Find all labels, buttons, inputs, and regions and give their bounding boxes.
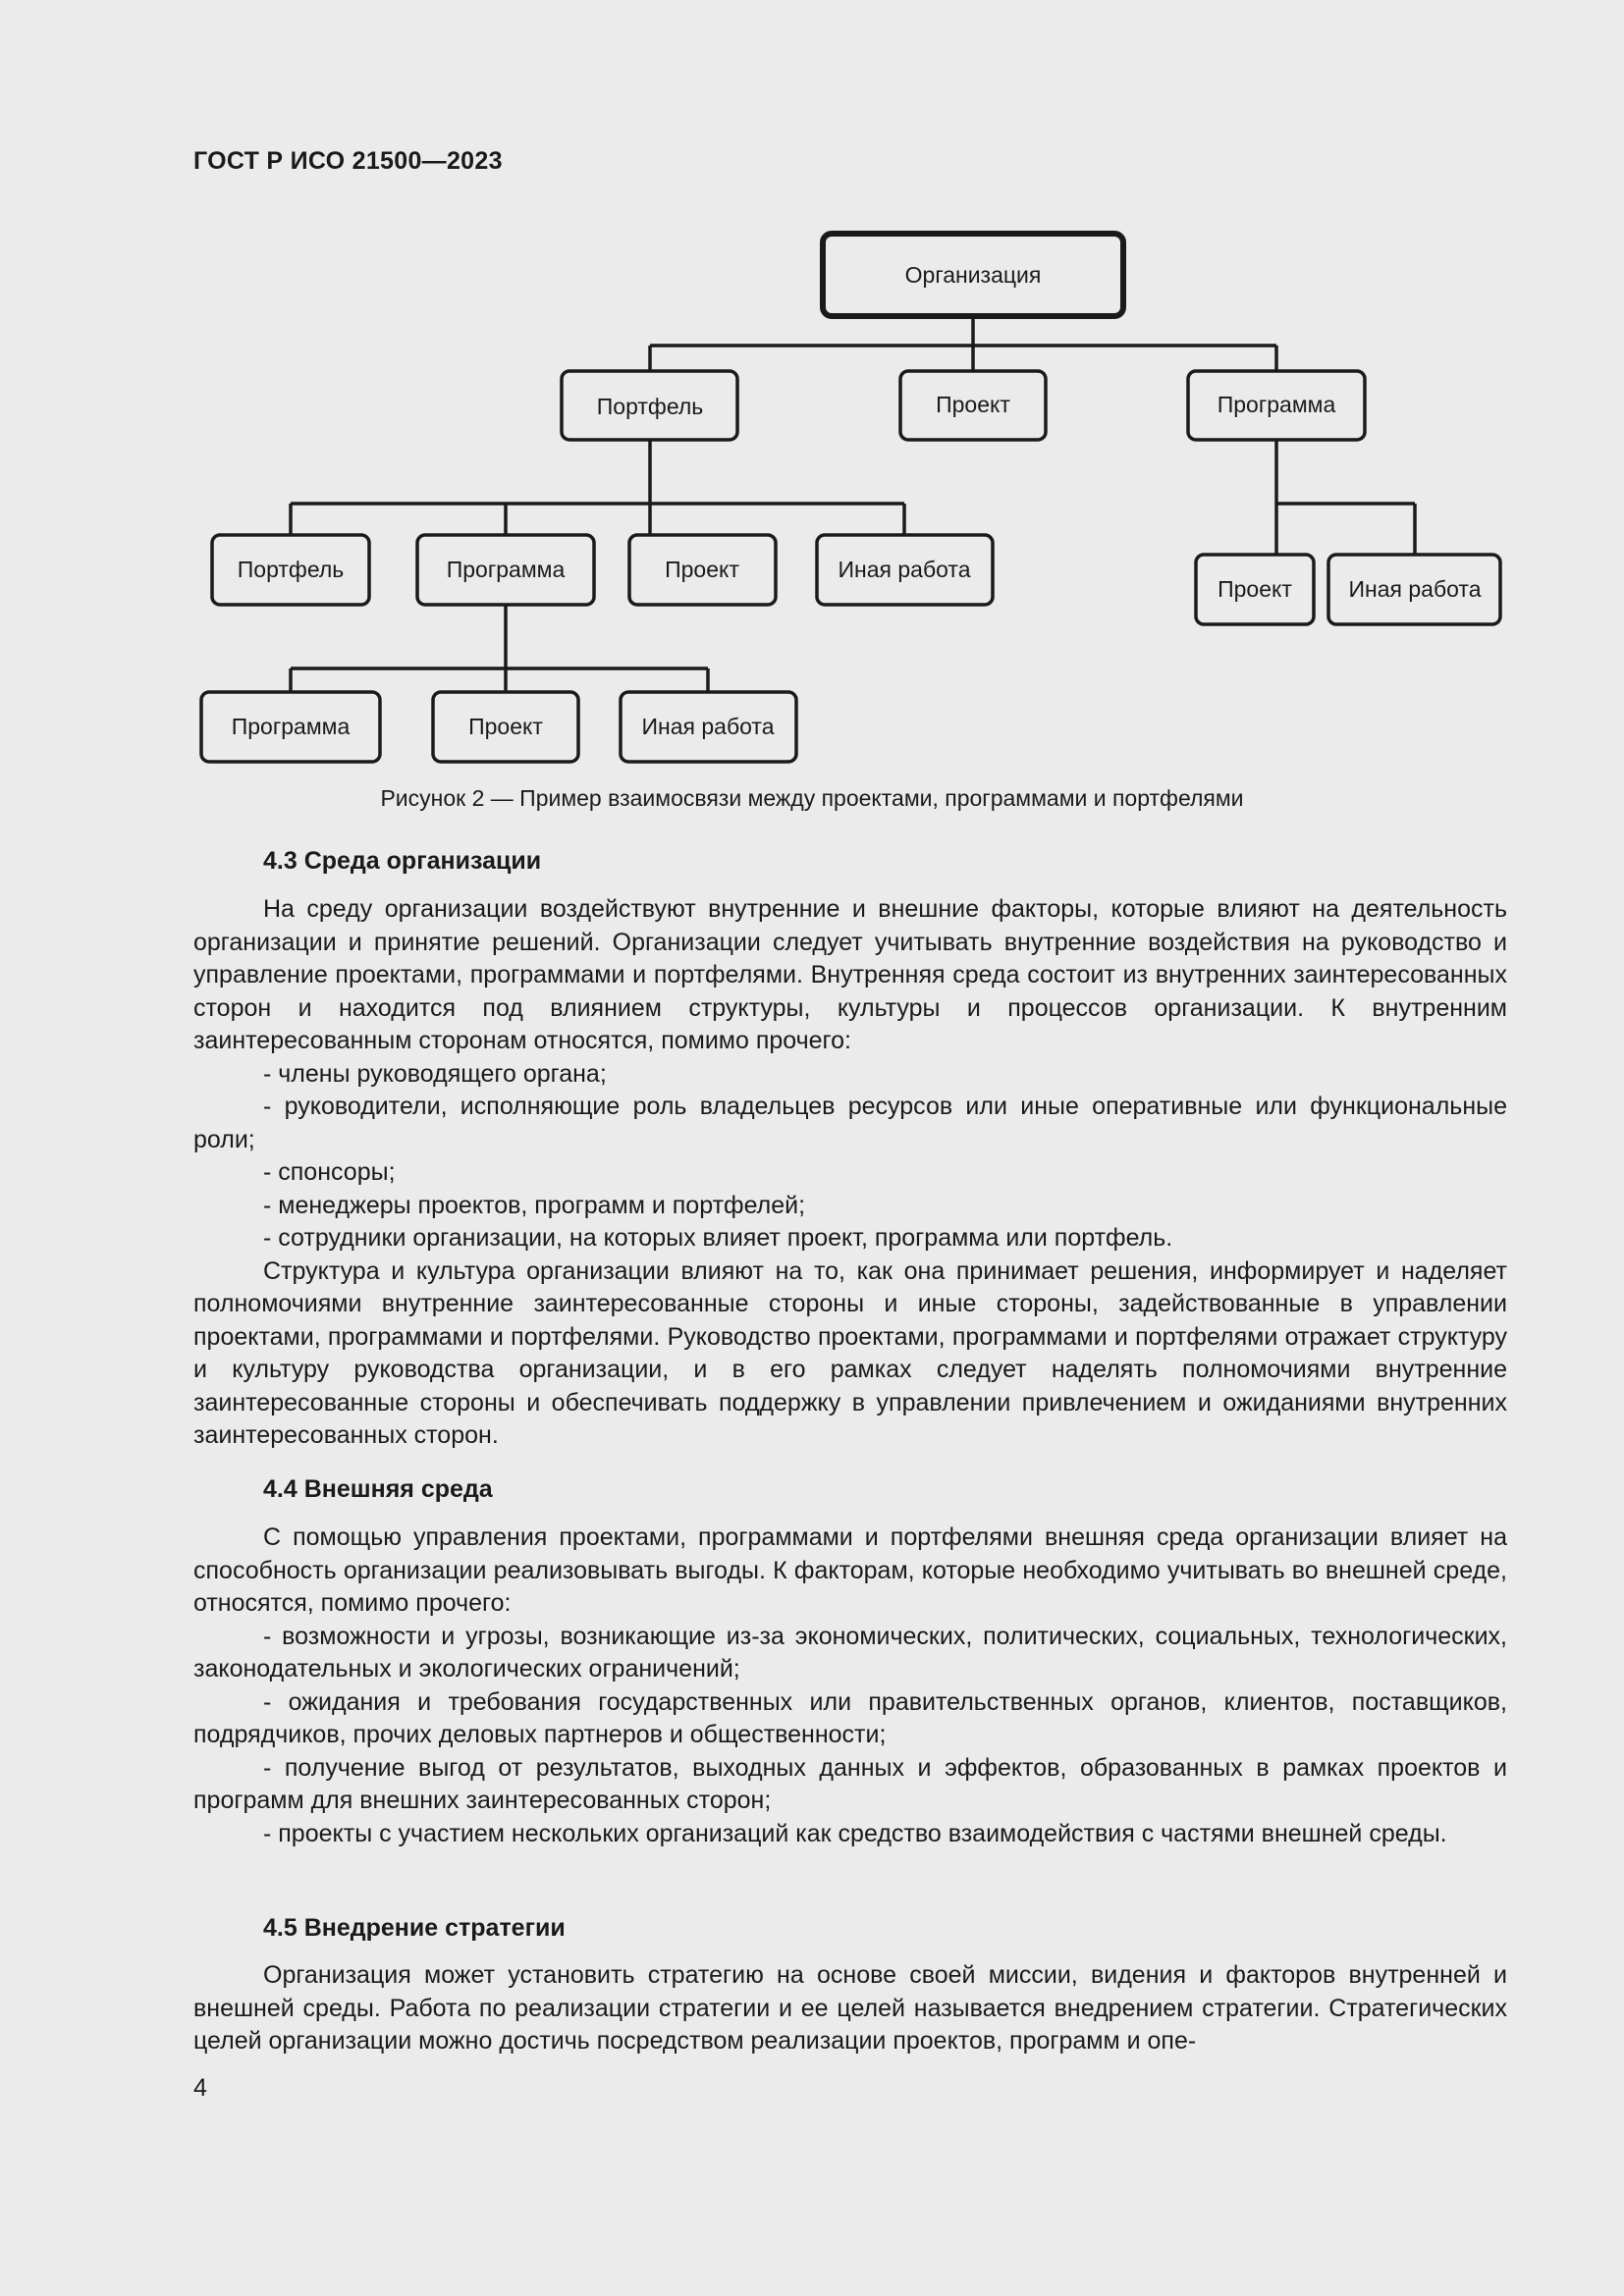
section-body-4-5 [193, 1959, 1507, 2058]
paragraph: Структура и культура организации влияют на то, как она принимает решения, информирует и наделяет полномочиями внутренние заинтересованные стороны и иные стороны, задействованные в управлении проектами, программами и портфелями. Руководство проектами, программами и портфелями отражает структуру и культуру руководства организации, и в его рамках следует наделять полномочиями внутренние заинтересованные стороны и обеспечивать поддержку в управлении привлечением и ожиданиями внутренних заинтересованных сторон. [193, 1256, 1507, 1449]
node-l3-program: Программа [231, 714, 351, 739]
section-title-4-3: 4.3 Среда организации [263, 847, 542, 875]
list-item: - менеджеры проектов, программ и портфелей; [263, 1191, 806, 1219]
node-r2-project: Проект [1218, 576, 1292, 602]
node-l2-portfolio: Портфель [237, 557, 345, 582]
list-item: - сотрудники организации, на которых влияет проект, программа или портфель. [263, 1224, 1173, 1252]
list-item: - члены руководящего органа; [263, 1059, 607, 1088]
node-l1-program: Программа [1217, 392, 1336, 417]
figure-caption: Рисунок 2 — Пример взаимосвязи между проектами, программами и портфелями [380, 785, 1244, 811]
node-l2-other: Иная работа [838, 557, 971, 582]
section-title-4-4: 4.4 Внешняя среда [263, 1475, 493, 1503]
list-item: - возможности и угрозы, возникающие из-за экономических, политических, социальных, технологических, законодательных и экологических ограничений; [193, 1622, 1507, 1682]
paragraph: С помощью управления проектами, программами и портфелями внешняя среда организации влияет на способность организации реализовывать выгоды. К факторам, которые необходимо учитывать во внешней среде, относятся, помимо прочего: [193, 1523, 1507, 1617]
node-l2-project: Проект [665, 557, 739, 582]
list-item: - руководители, исполняющие роль владельцев ресурсов или иные оперативные или функциональные роли; [193, 1093, 1507, 1153]
paragraph: Организация может установить стратегию на основе своей миссии, видения и факторов внутренней и внешней среды. Работа по реализации стратегии и ее целей называется внедрением стратегии. Стратегических целей организации можно достичь посредством реализации проектов, программ и опе- [193, 1961, 1507, 2055]
node-l2-program: Программа [446, 557, 566, 582]
org-diagram [0, 0, 1624, 785]
paragraph: На среду организации воздействуют внутренние и внешние факторы, которые влияют на деятельность организации и принятие решений. Организации следует учитывать внутренние воздействия на руководство и управление проектами, программами и портфелями. Внутренняя среда состоит из внутренних заинтересованных сторон и находится под влиянием структуры, культуры и процессов организации. К внутренним заинтересованным сторонам относятся, помимо прочего: [193, 895, 1507, 1054]
node-l1-project: Проект [936, 392, 1010, 417]
list-item: - проекты с участием нескольких организаций как средство взаимодействия с частями внешней среды. [263, 1819, 1447, 1847]
node-org: Организация [904, 262, 1042, 288]
document-header: ГОСТ Р ИСО 21500—2023 [193, 147, 503, 175]
node-l3-other: Иная работа [641, 714, 775, 739]
node-r2-other: Иная работа [1348, 576, 1482, 602]
node-l1-portfolio: Портфель [596, 394, 704, 419]
list-item: - ожидания и требования государственных или правительственных органов, клиентов, поставщиков, подрядчиков, прочих деловых партнеров и общественности; [193, 1687, 1507, 1748]
node-l3-project: Проект [468, 714, 543, 739]
section-body-4-3 [193, 893, 1507, 1453]
page-number: 4 [193, 2074, 207, 2102]
list-item: - спонсоры; [263, 1158, 396, 1186]
section-body-4-4 [193, 1522, 1507, 1850]
list-item: - получение выгод от результатов, выходных данных и эффектов, образованных в рамках проектов и программ для внешних заинтересованных сторон; [193, 1753, 1507, 1814]
section-title-4-5: 4.5 Внедрение стратегии [263, 1914, 566, 1942]
